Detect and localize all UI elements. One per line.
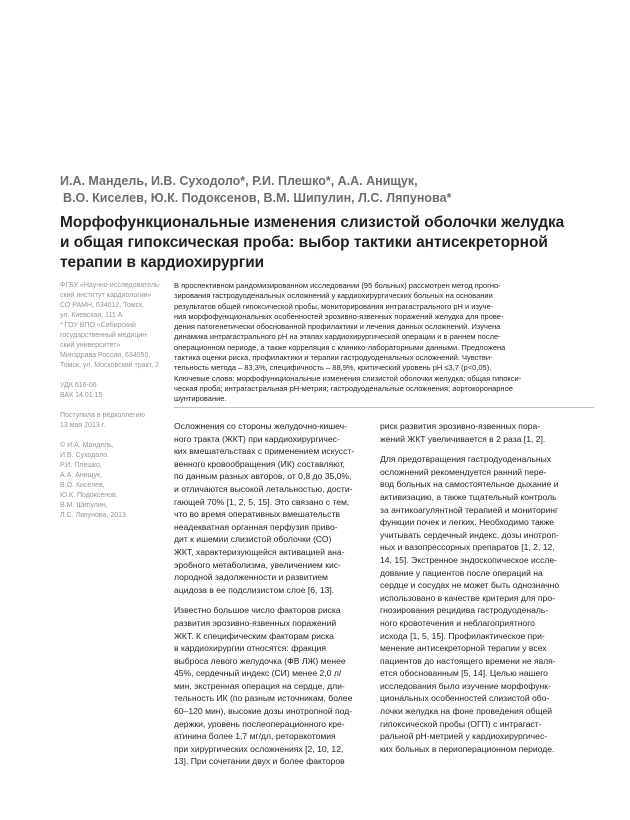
body-line: учитывать сердечный индекс, дозы инотроп- <box>380 529 559 540</box>
body-line: ного кровотечения и неблагоприятного <box>380 617 535 628</box>
body-line: эробного метаболизма, увеличением кис- <box>174 559 341 570</box>
body-line: ется обоснованным [5, 14]. Целью нашего <box>380 668 548 679</box>
copyright-line: А.А. Анищук, <box>60 472 102 479</box>
body-line: ного тракта (ЖКТ) при кардиохирургичес- <box>174 433 340 444</box>
body-line: мин, экстренная операция на сердце, дли- <box>174 680 345 691</box>
body-line: исследования было изучение морфофунк- <box>380 680 551 691</box>
affiliation-line: ский университет» <box>60 342 121 349</box>
author-list <box>60 173 580 207</box>
affiliation-line: * ГОУ ВПО «Сибирский <box>60 322 136 329</box>
affiliation <box>60 281 168 371</box>
body-line: активизацию, а также тщательный контроль <box>380 491 557 502</box>
article-title <box>60 213 600 273</box>
body-line: венного кровообращения (ИК) составляют, <box>174 458 345 469</box>
title-line: терапии в кардиохирургии <box>60 254 265 271</box>
body-line: сердце и сосудах не может быть однозначно <box>380 580 560 591</box>
body-line: осложнений рекомендуется ранний пере- <box>380 466 547 477</box>
body-line: в кардиохирургии относятся: фракция <box>174 643 326 654</box>
title-line: и общая гипоксическая проба: выбор тактики антисекреторной <box>60 234 548 251</box>
abstract-line: зирования гастродуоденальных осложнений у кардиохирургических больных на основании <box>174 291 493 301</box>
affiliation-line: СО РАМН, 634012, Томск, <box>60 302 145 309</box>
copyright-line: Р.И. Плешко, <box>60 462 102 469</box>
body-line: вод больных на самостоятельное дыхание и <box>380 479 559 490</box>
copyright-line: В.М. Шипулин, <box>60 502 108 509</box>
body-line: при хирургических осложнениях [2, 10, 12, <box>174 743 344 754</box>
abstract-line: операционном периоде, а также корреляция с клинико-лабораторными данными. Предложена <box>174 342 506 352</box>
abstract-line: динамика интрагастрального pH на этапах кардиохирургической операции и в раннем после- <box>174 332 501 342</box>
vak-code: ВАК 14.01.15 <box>60 392 103 399</box>
body-line: исхода [1, 5, 15]. Профилактическое при- <box>380 630 545 641</box>
body-line: менение антисекреторной терапии у всех <box>380 643 547 654</box>
copyright-line: И.В. Суходоло, <box>60 452 110 459</box>
body-line: лородной задолженности и развитием <box>174 572 328 583</box>
body-column-right <box>380 420 566 755</box>
body-line: риск развития эрозивно-язвенных пора- <box>380 421 541 431</box>
abstract-line: тактика оценки риска, профилактики и терапии гастродуоденальных осложнений. Чувстви- <box>174 353 493 363</box>
body-line: гнозирования рецидива гастродуоденаль- <box>380 605 549 616</box>
abstract <box>174 281 594 405</box>
body-column-left <box>174 420 360 768</box>
body-line: циональных особенностей слизистой обо- <box>380 693 550 704</box>
body-line: гипоксической пробы (ОГП) с интрагаст- <box>380 718 542 729</box>
body-line: ЖКТ. К специфическим факторам риска <box>174 630 334 641</box>
body-line: атинина более 1,7 мг/дл, реторакотомия <box>174 731 336 742</box>
body-line: жений ЖКТ увеличивается в 2 раза [1, 2]. <box>380 433 546 444</box>
body-line: ких больных в периоперационном периоде. <box>380 743 555 754</box>
affiliation-line: ский институт кардиологии» <box>60 292 152 299</box>
abstract-line: результатов общей гипоксической пробы, мониторирования интрагастрального pH и изуче- <box>174 301 494 311</box>
body-line: ральной pH-метрией у кардиохирургичес- <box>380 731 548 742</box>
body-line: что во время оперативных вмешательств <box>174 509 340 520</box>
received-line: Поступила в редколлегию <box>60 412 145 419</box>
body-line: тельность ИК (по разным источникам, более <box>174 693 353 704</box>
body-line: гающей 70% [1, 2, 5, 15]. Это связано с тем, <box>174 496 350 507</box>
body-line: пациентов до настоящего времени не явля- <box>380 655 556 666</box>
body-line: ных и вазопрессорных препаратов [1, 2, 12, <box>380 542 555 553</box>
affiliation-line: ФГБУ «Научно-исследователь- <box>60 282 161 289</box>
abstract-line: дения патогенетически обоснованной профилактики и лечения данных осложнений. Изучена <box>174 322 501 332</box>
paragraph <box>174 420 360 596</box>
affiliation-line: ул. Киевская, 111 А <box>60 312 123 319</box>
body-line: ЖКТ, характеризующейся активацией ана- <box>174 546 345 557</box>
body-line: выброса левого желудочка (ФВ ЛЖ) менее <box>174 655 346 666</box>
body-line: использовано в качестве критерия для про- <box>380 592 555 603</box>
classification-codes <box>60 381 168 401</box>
body-line: 45%, сердечный индекс (СИ) менее 2,0 л/ <box>174 668 342 679</box>
body-line: дит к ишемии слизистой оболочки (СО) <box>174 534 332 545</box>
abstract-divider <box>174 407 594 408</box>
title-line: Морфофункциональные изменения слизистой оболочки желудка <box>60 214 565 231</box>
body-line: 13]. При сочетании двух и более факторов <box>174 756 345 767</box>
body-line: за антикоагулянтной терапией и мониторинг <box>380 504 559 515</box>
udc-code: УДК 616-06 <box>60 382 97 389</box>
body-line: развития эрозивно-язвенных поражений <box>174 617 337 628</box>
affiliation-line: государственный медицин- <box>60 332 149 339</box>
abstract-line: тельность метода – 83,3%, специфичность – 88,9%, критический уровень pH ≤3,7 (p<0,05). <box>174 363 492 373</box>
author-line: В.О. Киселев, Ю.К. Подоксенов, В.М. Шипулин, Л.С. Ляпунова* <box>63 191 452 205</box>
copyright-line: © И.А. Мандель, <box>60 442 114 449</box>
body-line: держки, уровень послеоперационного кре- <box>174 718 345 729</box>
affiliation-line: Томск, ул. Московский тракт, 2 <box>60 362 159 369</box>
paragraph <box>380 420 566 445</box>
body-line: дование у пациентов после операций на <box>380 567 543 578</box>
affiliation-line: Минздрава России, 634050, <box>60 352 151 359</box>
body-line: Осложнения со стороны желудочно-кишеч- <box>174 421 348 431</box>
body-line: 60–120 мин), высокие дозы инотропной под- <box>174 706 353 717</box>
body-line: 14, 15]. Экстренное эндоскопическое иссле- <box>380 554 558 565</box>
body-line: функции почек и легких. Необходимо также <box>380 517 555 528</box>
abstract-line: В проспективном рандомизированном исследовании (95 больных) рассмотрен метод прогно- <box>174 281 501 290</box>
abstract-line: ния морфофункциональных особенностей эрозивно-язвенных поражений желудка для прове- <box>174 311 504 321</box>
keywords-line: шунтирование. <box>174 394 227 404</box>
body-line: неадекватная органная перфузия приво- <box>174 521 338 532</box>
copyright-line: В.О. Киселев, <box>60 482 105 489</box>
received-date <box>60 411 168 431</box>
received-line: 13 мая 2013 г. <box>60 422 106 429</box>
article-sidebar <box>60 281 168 521</box>
copyright-line: Л.С. Ляпунова, 2013 <box>60 512 126 519</box>
body-line: по данным разных авторов, от 0,8 до 35,0%, <box>174 471 352 482</box>
copyright <box>60 441 168 521</box>
copyright-line: Ю.К. Подоксенов, <box>60 492 118 499</box>
body-line: и отличаются высокой летальностью, дости- <box>174 483 353 494</box>
body-line: ацидоза в ее подслизистом слое [6, 13]. <box>174 584 335 595</box>
body-line: Известно большое число факторов риска <box>174 605 341 616</box>
body-line: Для предотвращения гастродуоденальных <box>380 454 552 465</box>
body-line: ких вмешательствах с применением искусст- <box>174 446 355 457</box>
body-line: лочки желудка на фоне проведения общей <box>380 706 553 717</box>
author-line: И.А. Мандель, И.В. Суходоло*, Р.И. Плешко*, А.А. Анищук, <box>60 174 418 188</box>
paragraph <box>380 453 566 755</box>
keywords-line: Ключевые слова: морфофункциональные изменения слизистой оболочки желудка; общая гипокси- <box>174 373 522 383</box>
paragraph <box>174 604 360 768</box>
keywords-line: ческая проба; интрагастральная pH-метрия; гастродуоденальные осложнения; аортокоронарное <box>174 383 513 393</box>
